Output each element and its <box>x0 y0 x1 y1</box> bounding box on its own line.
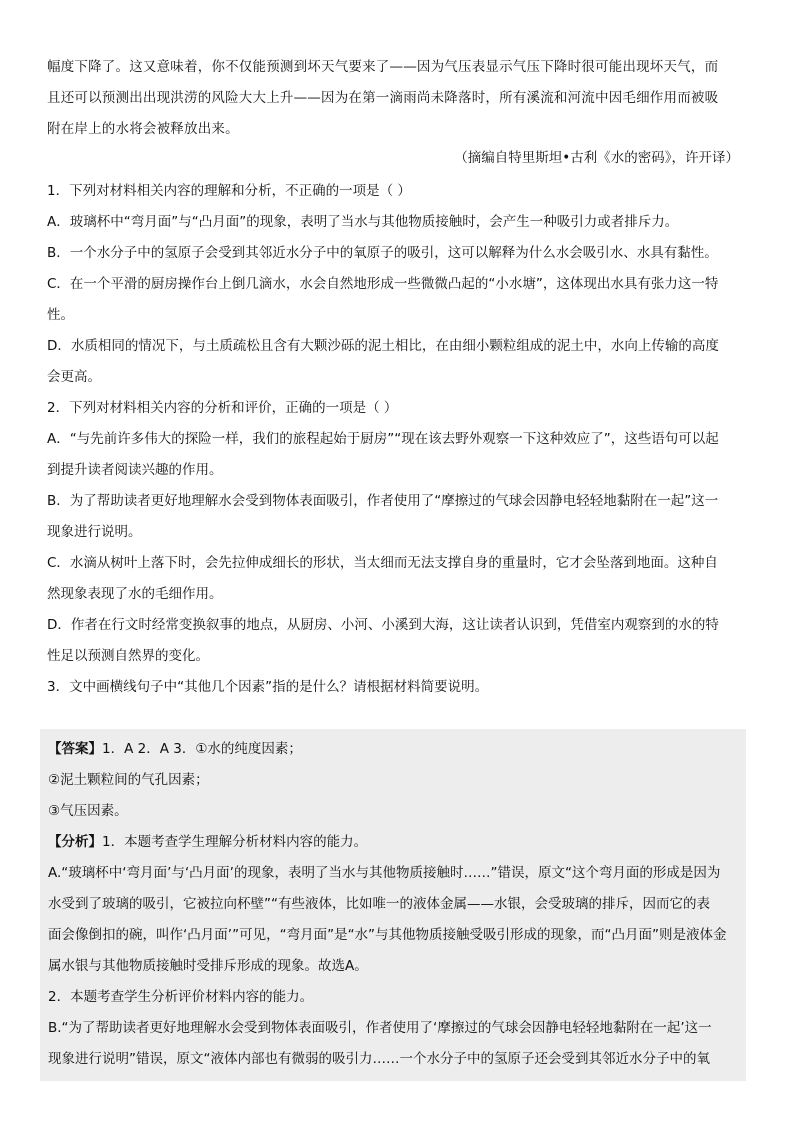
passage-line: 幅度下降了。这又意味着，你不仅能预测到坏天气要来了——因为气压表显示气压下降时很可能出现坏天气，而 <box>47 59 719 75</box>
question-line: 3．文中画横线句子中“其他几个因素”指的是什么？请根据材料简要说明。 <box>47 679 489 695</box>
question-line: 性。 <box>47 307 74 323</box>
question-line: 到提升读者阅读兴趣的作用。 <box>47 462 223 478</box>
analysis-line: A.“玻璃杯中‘弯月面’与‘凸月面’的现象，表明了当水与其他物质接触时……”错误，原文“这个弯月面的形成是因为 <box>48 865 721 881</box>
question-list <box>47 176 742 703</box>
answer-section <box>40 729 746 1081</box>
analysis-line: 现象进行说明”错误，原文“液体内部也有微弱的吸引力……一个水分子中的氢原子还会受到其邻近水分子中的氧 <box>48 1051 710 1067</box>
answer-line: ②泥土颗粒间的气孔因素； <box>48 772 209 788</box>
answer-label: 【答案】 <box>48 741 102 757</box>
analysis-text: 1．本题考查学生理解分析材料内容的能力。 <box>102 834 368 850</box>
analysis-line: 属水银与其他物质接触时受排斥形成的现象。故选A。 <box>48 958 368 974</box>
answer-text: 1．A 2．A 3．①水的纯度因素； <box>102 741 302 757</box>
answer-line <box>48 734 738 765</box>
answer-line: ③气压因素。 <box>48 803 128 819</box>
analysis-line <box>48 827 738 858</box>
analysis-label: 【分析】 <box>48 834 102 850</box>
analysis-line: B.“为了帮助读者更好地理解水会受到物体表面吸引，作者使用了‘摩擦过的气球会因静电轻轻地黏附在一起’这一 <box>48 1020 712 1036</box>
question-line: 会更高。 <box>47 369 101 385</box>
question-line: 2．下列对材料相关内容的分析和评价，正确的一项是（ ） <box>47 400 398 416</box>
analysis-line: 面会像倒扣的碗，叫作‘凸月面’”可见，“弯月面”是“水”与其他物质接触受吸引形成的现象，而“凸月面”则是液体金 <box>48 927 727 943</box>
question-line: 1．下列对材料相关内容的理解和分析，不正确的一项是（ ） <box>47 183 411 199</box>
passage-line: 且还可以预测出出现洪涝的风险大大上升——因为在第一滴雨尚未降落时，所有溪流和河流中因毛细作用而被吸 <box>47 90 719 106</box>
question-line: A．玻璃杯中“弯月面”与“凸月面”的现象，表明了当水与其他物质接触时，会产生一种吸引力或者排斥力。 <box>47 214 679 230</box>
question-line: D．水质相同的情况下，与土质疏松且含有大颗沙砾的泥土相比，在由细小颗粒组成的泥土中，水向上传输的高度 <box>47 338 719 354</box>
question-line: A．“与先前许多伟大的探险一样，我们的旅程起始于厨房”“现在该去野外观察一下这种效应了”，这些语句可以起 <box>47 431 719 447</box>
question-line: B．为了帮助读者更好地理解水会受到物体表面吸引，作者使用了“摩擦过的气球会因静电轻轻地黏附在一起”这一 <box>47 493 719 509</box>
question-line: D．作者在行文时经常变换叙事的地点，从厨房、小河、小溪到大海，这让读者认识到，凭借室内观察到的水的特 <box>47 617 719 633</box>
question-line: 现象进行说明。 <box>47 524 142 540</box>
question-line: B．一个水分子中的氢原子会受到其邻近水分子中的氧原子的吸引，这可以解释为什么水会吸引水、水具有黏性。 <box>47 245 718 261</box>
source-citation: （摘编自特里斯坦•古利《水的密码》，许开译） <box>454 150 739 166</box>
analysis-line: 水受到了玻璃的吸引，它被拉向杯壁”“有些液体，比如唯一的液体金属——水银，会受玻璃的排斥，因而它的表 <box>48 896 710 912</box>
passage-text <box>47 52 739 145</box>
analysis-line: 2．本题考查学生分析评价材料内容的能力。 <box>48 989 314 1005</box>
passage-line: 附在岸上的水将会被释放出来。 <box>47 121 239 137</box>
question-line: C．在一个平滑的厨房操作台上倒几滴水，水会自然地形成一些微微凸起的“小水塘”，这体现出水具有张力这一特 <box>47 276 719 292</box>
question-line: 性足以预测自然界的变化。 <box>47 648 209 664</box>
question-line: C．水滴从树叶上落下时，会先拉伸成细长的形状，当太细而无法支撑自身的重量时，它才会坠落到地面。这种自 <box>47 555 718 571</box>
question-line: 然现象表现了水的毛细作用。 <box>47 586 223 602</box>
